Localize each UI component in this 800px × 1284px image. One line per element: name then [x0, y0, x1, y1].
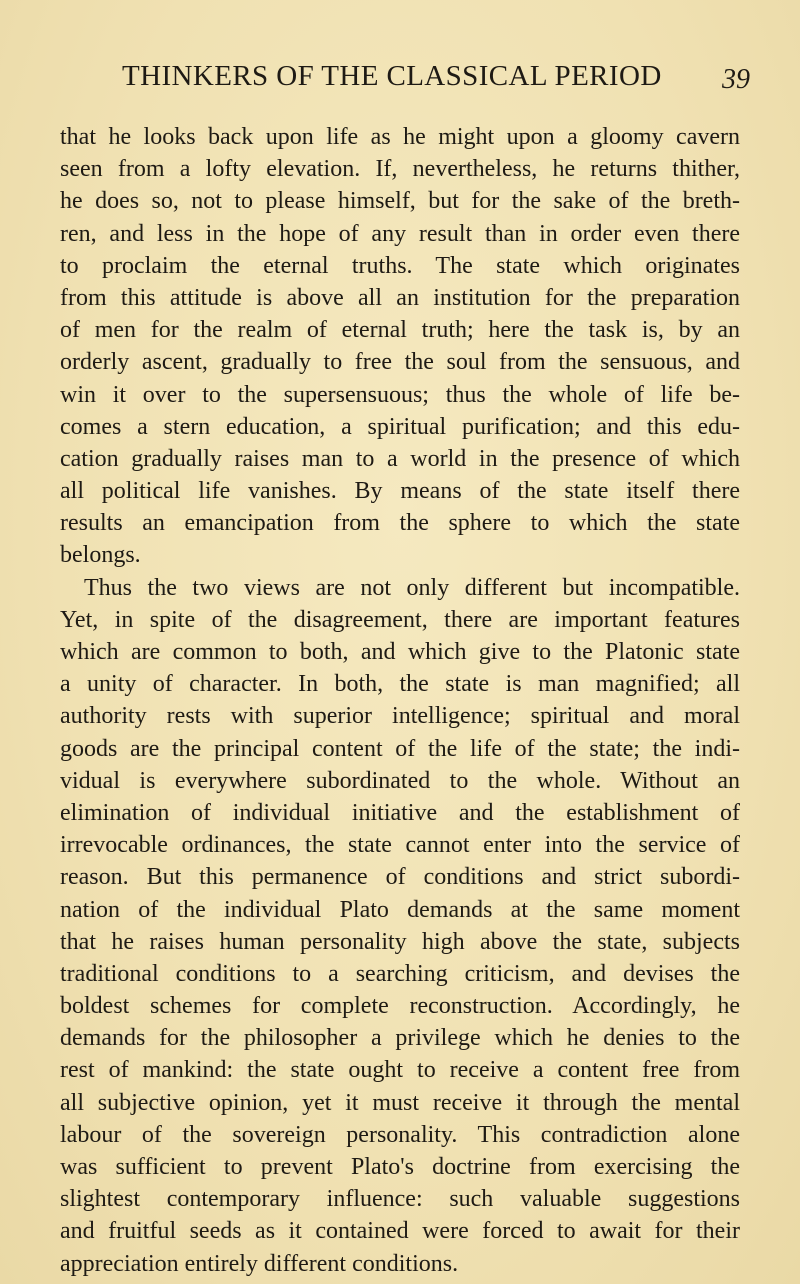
- text-line: win it over to the supersensuous; thus the whole of life be-: [60, 381, 740, 408]
- body-text: [60, 121, 740, 1280]
- text-line: traditional conditions to a searching criticism, and devises the: [60, 960, 740, 987]
- text-line: all political life vanishes. By means of the state itself there: [60, 478, 740, 505]
- text-line: from this attitude is above all an institution for the preparation: [60, 284, 740, 311]
- text-line: which are common to both, and which give to the Platonic state: [60, 639, 740, 665]
- text-line: slightest contemporary influence: such valuable suggestions: [60, 1186, 740, 1213]
- text-line: all subjective opinion, yet it must receive it through the mental: [60, 1089, 740, 1116]
- text-line: results an emancipation from the sphere to which the state: [60, 510, 740, 537]
- text-line: goods are the principal content of the life of the state; the indi-: [60, 735, 740, 762]
- text-line: belongs.: [60, 542, 141, 569]
- text-line: a unity of character. In both, the state is man magnified; all: [60, 671, 740, 698]
- text-line: reason. But this permanence of conditions and strict subordi-: [60, 864, 740, 891]
- text-line: cation gradually raises man to a world in the presence of which: [60, 445, 740, 472]
- text-line: Yet, in spite of the disagreement, there are important features: [60, 606, 740, 633]
- text-line: elimination of individual initiative and the establishment of: [60, 799, 740, 826]
- text-line: irrevocable ordinances, the state cannot enter into the service of: [60, 832, 740, 859]
- text-line: and fruitful seeds as it contained were forced to await for their: [60, 1218, 740, 1245]
- text-line: that he raises human personality high above the state, subjects: [60, 928, 740, 955]
- text-line: that he looks back upon life as he might upon a gloomy cavern: [60, 124, 740, 150]
- text-line: was sufficient to prevent Plato's doctrine from exercising the: [60, 1154, 740, 1180]
- text-line: labour of the sovereign personality. This contradiction alone: [60, 1121, 740, 1148]
- running-head: [60, 60, 760, 100]
- text-line: appreciation entirely different conditions.: [60, 1250, 459, 1277]
- text-line: ren, and less in the hope of any result than in order even there: [60, 220, 740, 247]
- text-line: rest of mankind: the state ought to receive a content free from: [60, 1057, 740, 1084]
- text-line: of men for the realm of eternal truth; here the task is, by an: [60, 317, 740, 344]
- text-line: Thus the two views are not only different but incompatible.: [84, 574, 740, 601]
- text-line: he does so, not to please himself, but for the sake of the breth-: [60, 188, 740, 215]
- text-line: boldest schemes for complete reconstruction. Accordingly, he: [60, 993, 740, 1020]
- text-line: demands for the philosopher a privilege which he denies to the: [60, 1025, 740, 1052]
- text-line: comes a stern education, a spiritual purification; and this edu-: [60, 413, 740, 440]
- text-line: vidual is everywhere subordinated to the whole. Without an: [60, 767, 740, 794]
- text-line: orderly ascent, gradually to free the soul from the sensuous, and: [60, 349, 740, 376]
- page-number: 39: [722, 64, 750, 95]
- text-line: nation of the individual Plato demands at the same moment: [60, 896, 740, 923]
- text-line: seen from a lofty elevation. If, nevertheless, he returns thither,: [60, 156, 740, 183]
- text-line: to proclaim the eternal truths. The state which originates: [60, 252, 740, 279]
- running-head-title: THINKERS OF THE CLASSICAL PERIOD: [122, 60, 662, 92]
- text-line: authority rests with superior intelligence; spiritual and moral: [60, 703, 740, 730]
